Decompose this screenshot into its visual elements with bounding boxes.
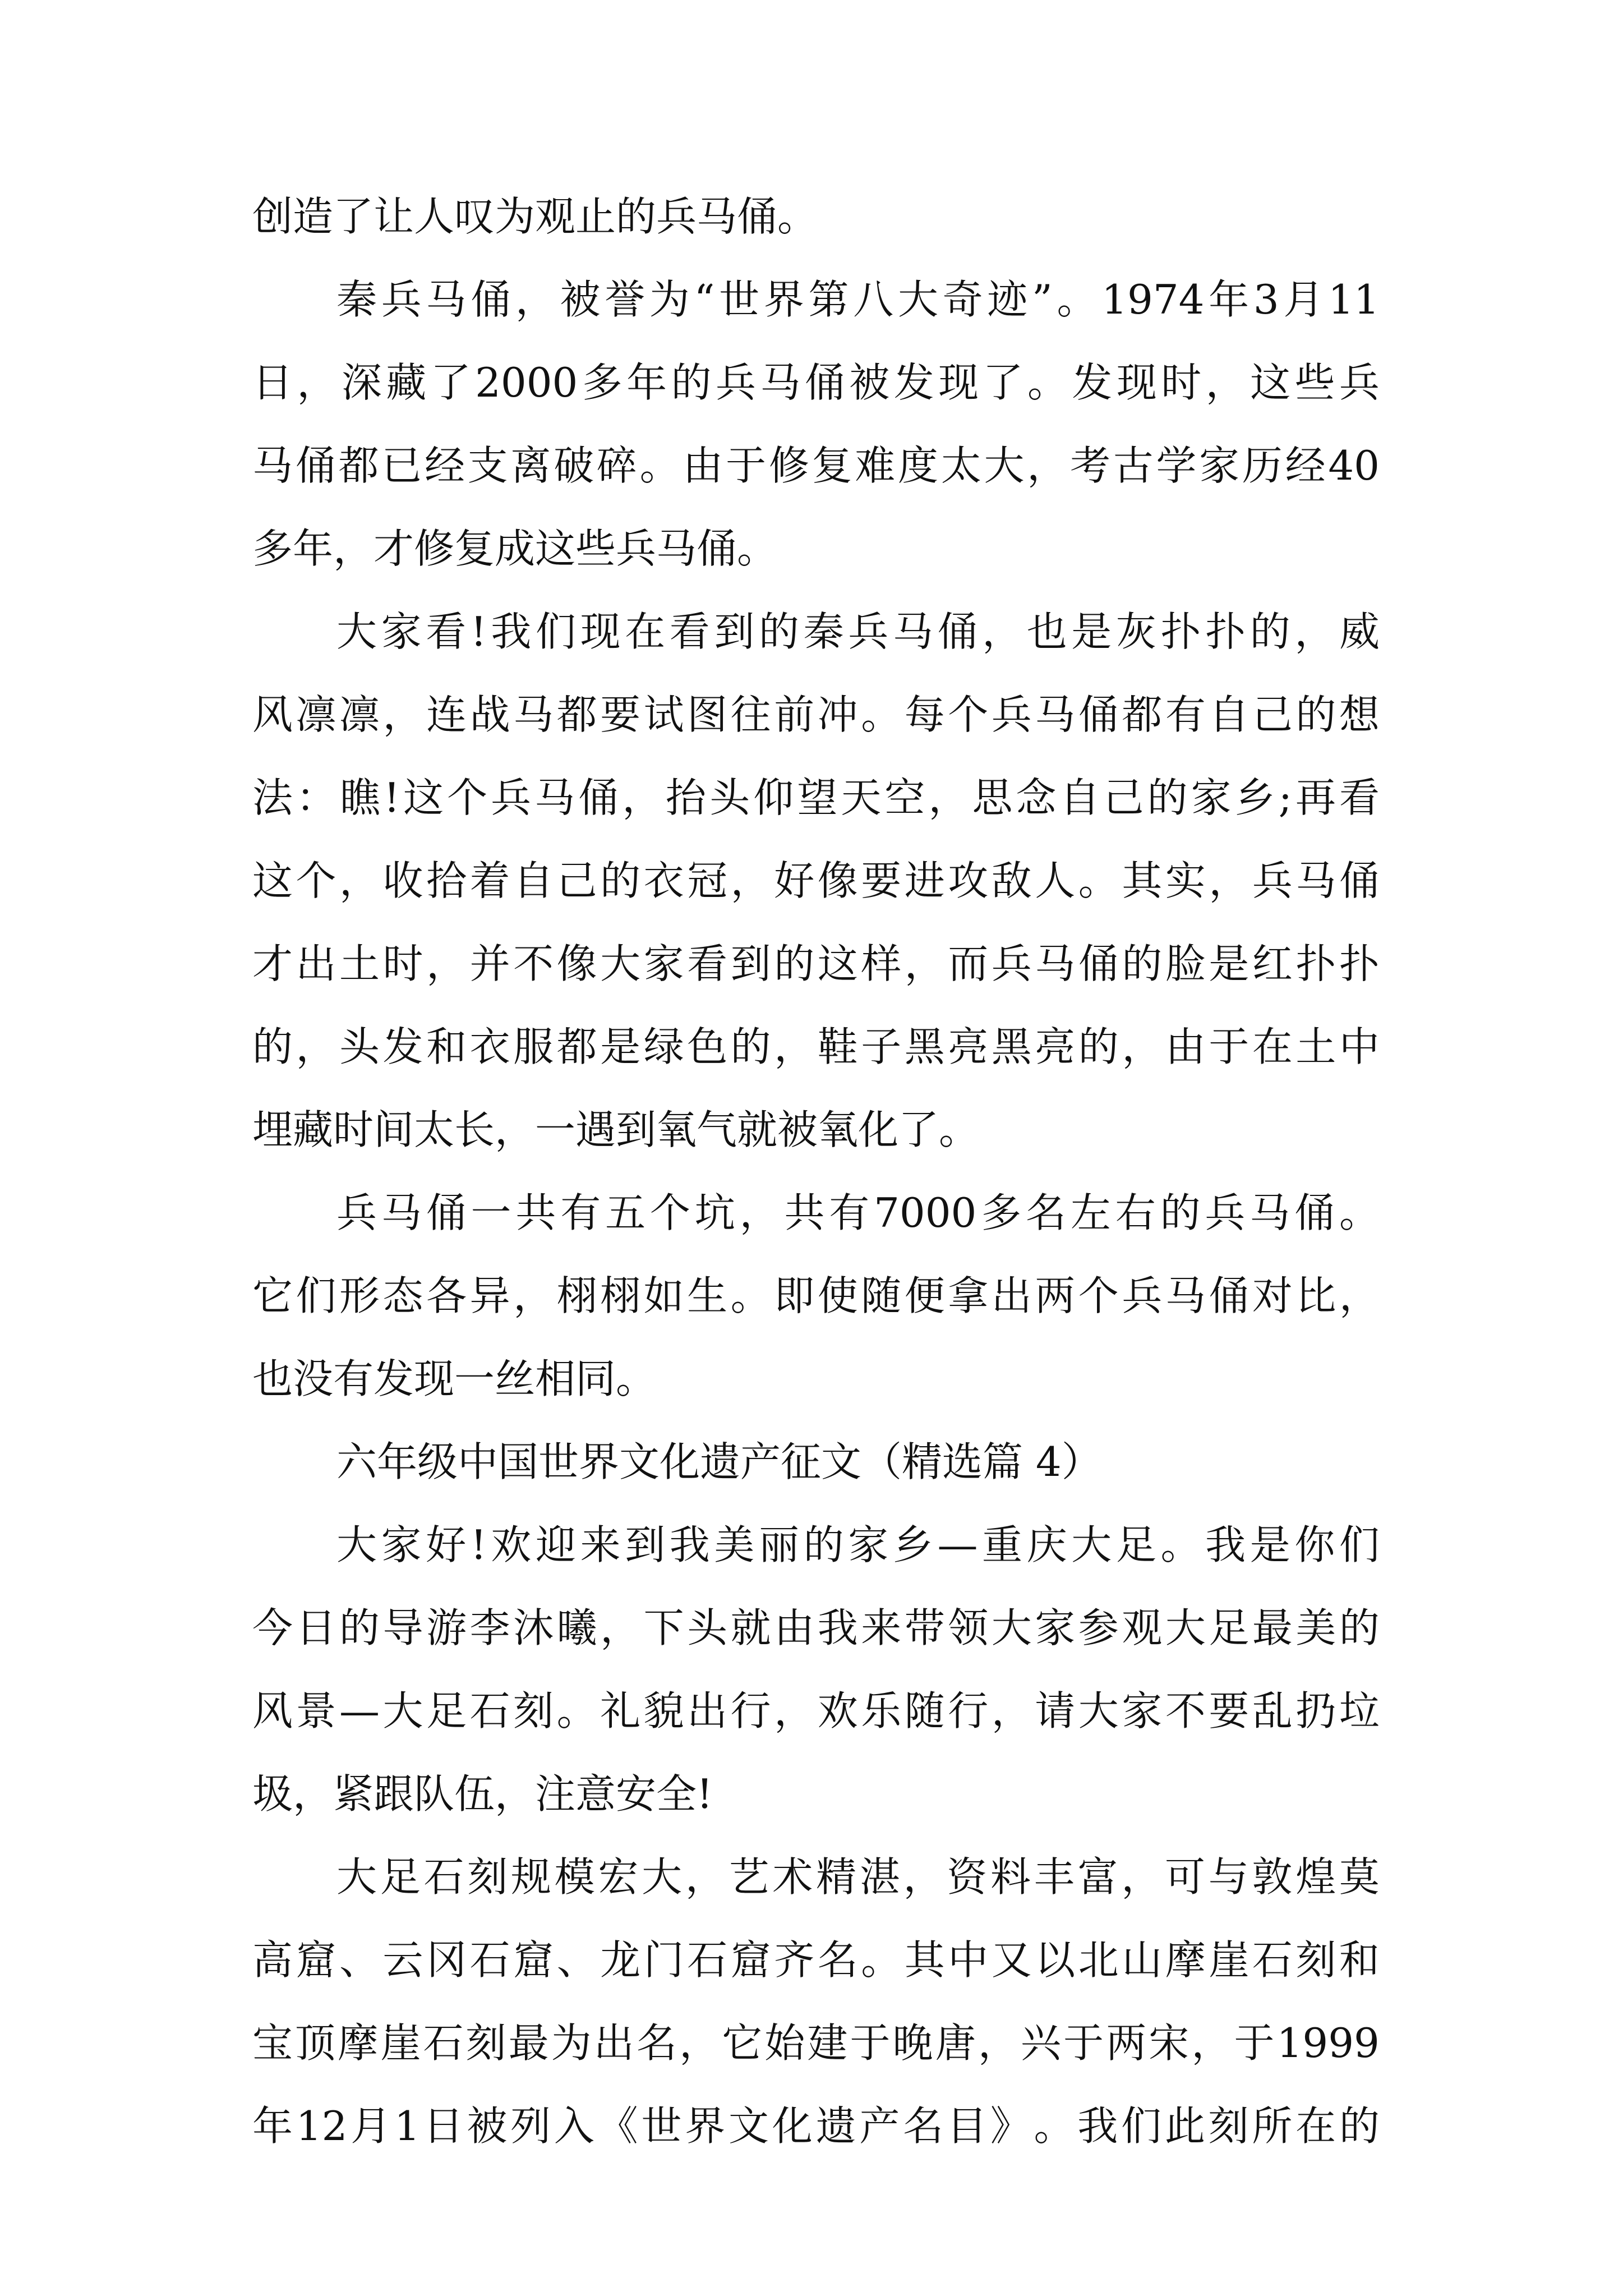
document-body — [252, 175, 1380, 2168]
text-line: 马 俑 都 已 经 支 离 破 碎 。 由 于 修 复 难 度 太 大 ， 考 古 学 家 历 经 40 — [252, 442, 1380, 489]
text-line: 它 们 形 态 各 异 ， 栩 栩 如 生 。 即 使 随 便 拿 出 两 个 兵 马 俑 对 比 ， — [252, 1272, 1380, 1319]
text-line: 多年，才修复成这些兵马俑。 — [252, 525, 778, 572]
text-line: 大 家 好 ! 欢 迎 来 到 我 美 丽 的 家 乡 — 重 庆 大 足 。 我 是 你 们 — [336, 1521, 1380, 1568]
text-line: 宝 顶 摩 崖 石 刻 最 为 出 名 ， 它 始 建 于 晚 唐 ， 兴 于 两 宋 ， 于 1999 — [252, 2019, 1380, 2067]
text-line: 今 日 的 导 游 李 沐 曦 ， 下 头 就 由 我 来 带 领 大 家 参 观 大 足 最 美 的 — [252, 1604, 1380, 1651]
text-line: 日 ， 深 藏 了 2000 多 年 的 兵 马 俑 被 发 现 了 。 发 现 时 ， 这 些 兵 — [252, 359, 1380, 406]
text-line: 创造了让人叹为观止的兵马俑。 — [252, 193, 818, 240]
text-line: 风 景 — 大 足 石 刻 。 礼 貌 出 行 ， 欢 乐 随 行 ， 请 大 家 不 要 乱 扔 垃 — [252, 1687, 1380, 1734]
text-line: 兵 马 俑 一 共 有 五 个 坑 ， 共 有 7000 多 名 左 右 的 兵 马 俑 。 — [336, 1189, 1380, 1236]
text-line: 高 窟 、 云 冈 石 窟 、 龙 门 石 窟 齐 名 。 其 中 又 以 北 山 摩 崖 石 刻 和 — [252, 1936, 1380, 1984]
text-line: 大 足 石 刻 规 模 宏 大 ， 艺 术 精 湛 ， 资 料 丰 富 ， 可 与 敦 煌 莫 — [336, 1853, 1380, 1901]
text-line: 圾，紧跟队伍，注意安全! — [252, 1770, 713, 1818]
text-line: 埋藏时间太长，一遇到氧气就被氧化了。 — [252, 1106, 980, 1153]
text-line: 大 家 看 ! 我 们 现 在 看 到 的 秦 兵 马 俑 ， 也 是 灰 扑 扑 的 ， 威 — [336, 608, 1380, 655]
text-line: 年 12 月 1 日 被 列 入 《 世 界 文 化 遗 产 名 目 》 。 我 们 此 刻 所 在 的 — [252, 2102, 1380, 2150]
text-line: 法 ： 瞧 ! 这 个 兵 马 俑 ， 抬 头 仰 望 天 空 ， 思 念 自 己 的 家 乡 ; 再 看 — [252, 774, 1380, 821]
text-line: 秦 兵 马 俑 ， 被 誉 为 “ 世 界 第 八 大 奇 迹 ” 。 1974 年 3 月 11 — [336, 276, 1380, 323]
text-line: 六年级中国世界文化遗产征文（精选篇 4） — [336, 1438, 1102, 1485]
text-line: 风 凛 凛 ， 连 战 马 都 要 试 图 往 前 冲 。 每 个 兵 马 俑 都 有 自 己 的 想 — [252, 691, 1380, 738]
text-line: 的 ， 头 发 和 衣 服 都 是 绿 色 的 ， 鞋 子 黑 亮 黑 亮 的 ， 由 于 在 土 中 — [252, 1023, 1380, 1070]
text-line: 才 出 土 时 ， 并 不 像 大 家 看 到 的 这 样 ， 而 兵 马 俑 的 脸 是 红 扑 扑 — [252, 940, 1380, 987]
text-line: 也没有发现一丝相同。 — [252, 1355, 657, 1402]
text-line: 这 个 ， 收 拾 着 自 己 的 衣 冠 ， 好 像 要 进 攻 敌 人 。 其 实 ， 兵 马 俑 — [252, 857, 1380, 904]
